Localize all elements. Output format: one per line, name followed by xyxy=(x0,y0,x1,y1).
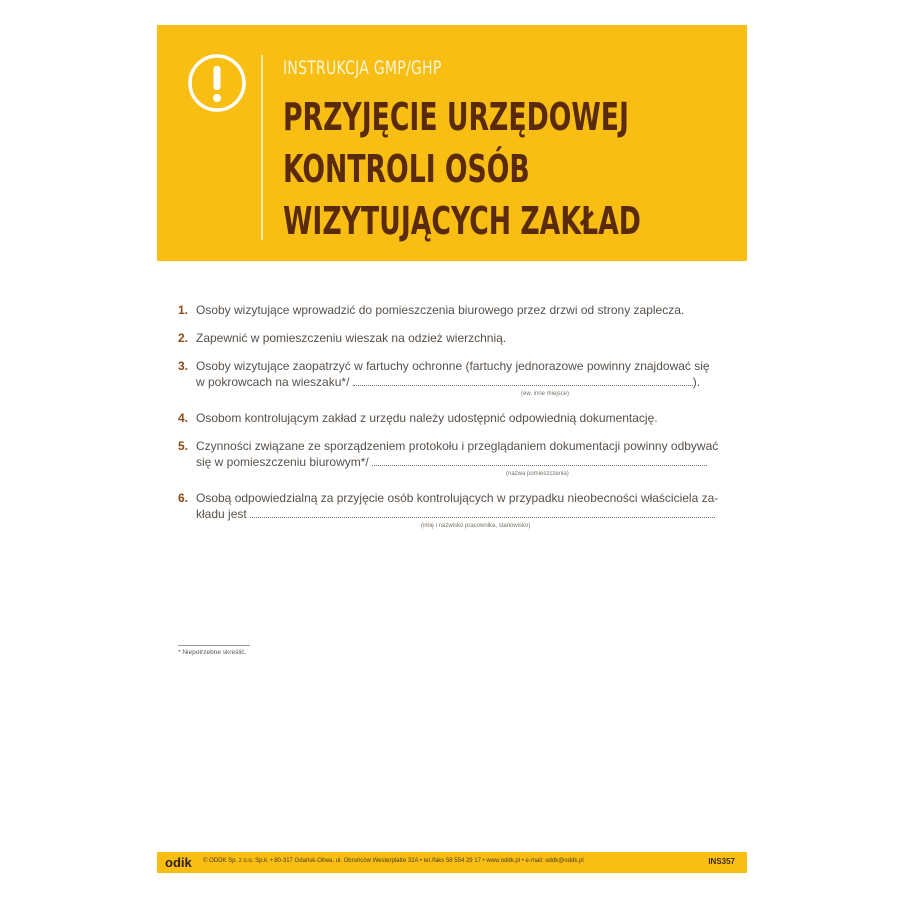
item-text: Osobom kontrolującym zakład z urzędu należy udostępnić odpowiednią dokumentację. xyxy=(196,411,658,425)
item-number: 3. xyxy=(178,359,189,373)
item-text: się w pomieszczeniu biurowym*/ xyxy=(196,455,369,469)
document-code: INS357 xyxy=(708,857,735,866)
title-line: WIZYTUJĄCYCH ZAKŁAD xyxy=(283,199,641,243)
item-text: w pokrowcach na wieszaku*/ xyxy=(196,375,350,389)
blank-hint: (imię i nazwisko pracownika, stanowisko) xyxy=(421,523,531,529)
item-text: Osobą odpowiedzialną za przyjęcie osób kontrolujących w przypadku nieobecności właściciela za- xyxy=(196,491,719,505)
list-item xyxy=(178,302,723,318)
footnote: * Niepotrzebne skreślić. xyxy=(178,649,247,656)
list-item xyxy=(178,330,723,346)
item-number: 4. xyxy=(178,411,189,425)
exclamation-circle-icon xyxy=(187,53,247,113)
list-item xyxy=(178,410,723,426)
title-line: KONTROLI OSÓB xyxy=(283,147,530,191)
header-banner xyxy=(157,25,747,261)
item-number: 2. xyxy=(178,331,189,345)
fill-in-blank[interactable] xyxy=(372,455,707,466)
blank-hint: (ew. inne miejsce) xyxy=(521,391,570,397)
item-text: Czynności związane ze sporządzeniem protokołu i przeglądaniem dokumentacji powinny odbywać xyxy=(196,439,719,453)
footer-bar xyxy=(157,852,747,873)
item-text: Zapewnić w pomieszczeniu wieszak na odzież wierzchnią. xyxy=(196,331,507,345)
item-number: 5. xyxy=(178,439,189,453)
svg-text:odik: odik xyxy=(165,855,192,870)
item-text: Osoby wizytujące wprowadzić do pomieszczenia biurowego przez drzwi od strony zaplecza. xyxy=(196,303,685,317)
list-item xyxy=(178,490,723,530)
document-kicker: INSTRUKCJA GMP/GHP xyxy=(283,57,442,79)
footnote-divider xyxy=(178,645,250,646)
instruction-list xyxy=(178,302,723,530)
title-line: PRZYJĘCIE URZĘDOWEJ xyxy=(283,95,629,139)
item-number: 1. xyxy=(178,303,189,317)
item-number: 6. xyxy=(178,491,189,505)
page-title xyxy=(283,91,641,247)
item-text: Osoby wizytujące zaopatrzyć w fartuchy ochronne (fartuchy jednorazowe powinny znajdować się xyxy=(196,359,710,373)
item-text: ). xyxy=(692,375,701,389)
fill-in-blank[interactable] xyxy=(353,375,693,386)
divider xyxy=(261,55,263,240)
oddk-logo xyxy=(165,855,195,870)
footer-contact: © ODDK Sp. z o.o. Sp.k. • 80-317 Gdańsk-Oliwa, ul. Obrońców Westerplatte 32A • tel./faks 58 554 29 17 • www.oddk.pl • e-mail: oddk@oddk.pl xyxy=(203,858,584,864)
blank-hint: (nazwa pomieszczenia) xyxy=(506,471,569,477)
list-item xyxy=(178,438,723,478)
fill-in-blank[interactable] xyxy=(250,507,715,518)
item-text: kładu jest xyxy=(196,507,247,521)
list-item xyxy=(178,358,723,398)
